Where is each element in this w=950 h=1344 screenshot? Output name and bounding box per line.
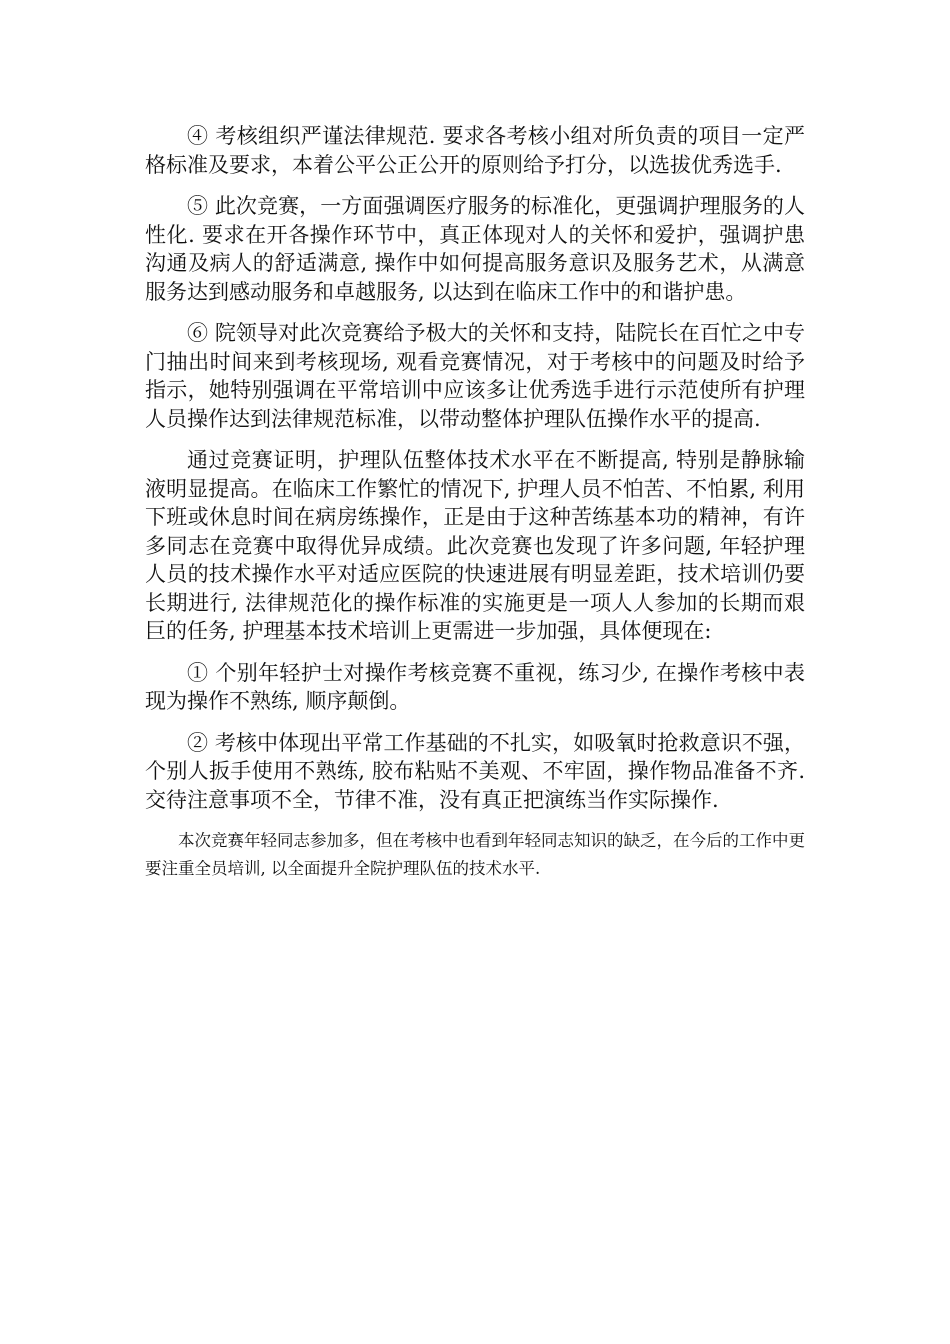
paragraph-item-4: ④ 考核组织严谨法律规范. 要求各考核小组对所负责的项目一定严格标准及要求，本着公平公正公开的原则给予打分，以选拔优秀选手. [145, 124, 805, 177]
paragraph-issue-2: ② 考核中体现出平常工作基础的不扎实，如吸氧时抢救意识不强，个别人扳手使用不熟练, 胶布粘贴不美观、不牢固，操作物品准备不齐. 交待注意事项不全，节律不准，没有真正把演练当作实际操作. [145, 730, 805, 812]
paragraph-summary: 通过竞赛证明，护理队伍整体技术水平在不断提高, 特别是静脉输液明显提高。在临床工作繁忙的情况下, 护理人员不怕苦、不怕累, 利用下班或休息时间在病房练操作，正是由于这种苦练基本功的精神，有许多同志在竞赛中取得优异成绩。此次竞赛也发现了许多问题, 年轻护理人员的技术操作水平对适应医院的快速进展有明显差距，技术培训仍要长期进行, 法律规范化的操作标准的实施更是一项人人参加的长期而艰巨的任务, 护理基本技术培训上更需进一步加强，具体便现在: [145, 448, 805, 643]
document-body [145, 122, 805, 896]
paragraph-item-6: ⑥ 院领导对此次竞赛给予极大的关怀和支持，陆院长在百忙之中专门抽出时间来到考核现场, 观看竞赛情况，对于考核中的问题及时给予指示，她特别强调在平常培训中应该多让优秀选手进行示范使所有护理人员操作达到法律规范标准，以带动整体护理队伍操作水平的提高. [145, 321, 805, 431]
paragraph-issue-1: ① 个别年轻护士对操作考核竞赛不重视，练习少, 在操作考核中表现为操作不熟练, 顺序颠倒。 [145, 660, 805, 713]
paragraph-conclusion: 本次竞赛年轻同志参加多，但在考核中也看到年轻同志知识的缺乏，在今后的工作中更要注重全员培训, 以全面提升全院护理队伍的技术水平. [145, 831, 805, 878]
paragraph-item-5: ⑤ 此次竞赛，一方面强调医疗服务的标准化，更强调护理服务的人性化. 要求在开各操作环节中，真正体现对人的关怀和爱护，强调护患沟通及病人的舒适满意, 操作中如何提高服务意识及服务艺术，从满意服务达到感动服务和卓越服务, 以达到在临床工作中的和谐护患。 [145, 194, 805, 304]
